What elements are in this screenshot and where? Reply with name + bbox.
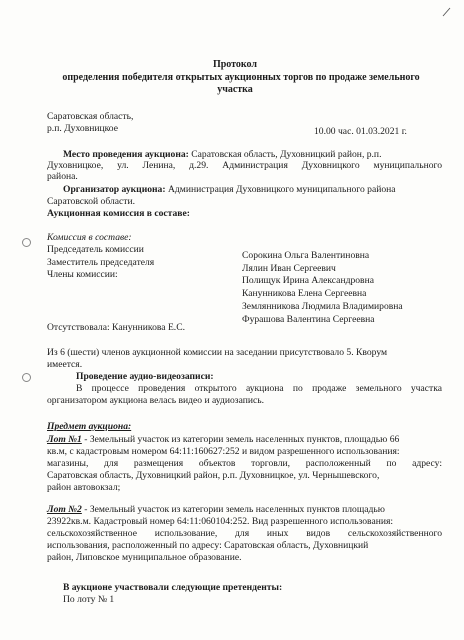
absent-note: Отсутствовала: Канунникова Е.С. xyxy=(47,322,185,333)
role-members: Члены комиссии: xyxy=(47,269,118,280)
place-region: Саратовская область, xyxy=(47,111,134,122)
commission-heading: Аукционная комиссия в составе: xyxy=(47,208,190,219)
lot1-label: Лот №1 xyxy=(47,434,82,445)
quorum-line-1: Из 6 (шести) членов аукционной комиссии на заседании присутствовало 5. Кворум xyxy=(47,347,388,358)
lot1-line-4: Саратовская область, Духовницкий район, р.п. Духовницкое, ул. Чернышевского, xyxy=(47,470,380,481)
venue-text: Саратовская область, Духовницкий район, р.п. xyxy=(188,149,382,160)
organizer-label: Организатор аукциона: xyxy=(63,184,166,195)
lot2-line-5: район, Липовское муниципальное образование. xyxy=(47,552,242,563)
venue-label: Место проведения аукциона: xyxy=(63,149,189,160)
document-subtitle-line-2: участка xyxy=(217,84,253,95)
binder-hole-icon xyxy=(22,373,31,382)
lot2-line-3: сельскохозяйственное использование, для иных видов сельскохозяйственного xyxy=(47,528,442,539)
venue-line-2: Духовницкое, ул. Ленина, д.29. Администрация Духовницкого муниципального xyxy=(47,160,442,171)
binder-hole-icon xyxy=(22,238,31,247)
subject-heading: Предмет аукциона: xyxy=(47,421,132,432)
lot1-line-2: кв.м, с кадастровым номером 64:11:160627:252 и видом разрешенного использования: xyxy=(47,446,400,457)
member-name: Сорокина Ольга Валентиновна xyxy=(242,250,370,261)
role-chairman: Председатель комиссии xyxy=(47,244,144,255)
commission-intro: Комиссия в составе: xyxy=(47,232,132,243)
recording-heading: Проведение аудио-видеозаписи: xyxy=(76,371,214,382)
lot1-line-5: район автовокзал; xyxy=(47,482,121,493)
date-time: 10.00 час. 01.03.2021 г. xyxy=(314,126,407,137)
document-subtitle-line-1: определения победителя открытых аукционных торгов по продаже земельного xyxy=(62,72,420,83)
participants-heading: В аукционе участвовали следующие претенденты: xyxy=(63,582,283,593)
lot-reference: По лоту № 1 xyxy=(63,594,115,605)
venue-line-1 xyxy=(63,149,381,160)
organizer-line-2: Саратовской области. xyxy=(47,196,136,207)
quorum-line-2: имеется. xyxy=(47,359,83,370)
place-settlement: р.п. Духовницкое xyxy=(47,123,118,134)
lot2-text: - Земельный участок из категории земель населенных пунктов площадью xyxy=(81,504,385,515)
member-name: Канунникова Елена Сергеевна xyxy=(242,288,367,299)
member-name: Лялин Иван Сергеевич xyxy=(242,263,336,274)
document-title: Протокол xyxy=(212,59,258,70)
recording-line-1: В процессе проведения открытого аукциона по продаже земельного участка xyxy=(76,383,442,394)
organizer-text: Администрация Духовницкого муниципального района xyxy=(165,184,396,195)
organizer-line-1 xyxy=(63,184,396,195)
lot2-line-2: 23922кв.м. Кадастровый номер 64:11:060104:252. Вид разрешенного использования: xyxy=(47,516,394,527)
lot2-label: Лот №2 xyxy=(47,504,82,515)
lot2-line-4: использования, расположенный по адресу: Саратовская область, Духовницкий xyxy=(47,540,369,551)
pen-mark-icon xyxy=(442,7,451,17)
member-name: Полищук Ирина Александровна xyxy=(242,275,374,286)
lot2-line-1 xyxy=(47,504,385,515)
role-deputy: Заместитель председателя xyxy=(47,257,155,268)
member-name: Фурашова Валентина Сергеевна xyxy=(242,314,375,325)
lot1-text: - Земельный участок из категории земель населенных пунктов, площадью 66 xyxy=(81,434,400,445)
recording-line-2: организатором аукциона велась видео и аудиозапись. xyxy=(47,395,265,406)
lot1-line-1 xyxy=(47,434,399,445)
lot1-line-3: магазины, для размещения объектов торговли, расположенный по адресу: xyxy=(47,458,442,469)
venue-line-3: района. xyxy=(47,171,78,182)
member-name: Землянникова Людмила Владимировна xyxy=(242,301,403,312)
